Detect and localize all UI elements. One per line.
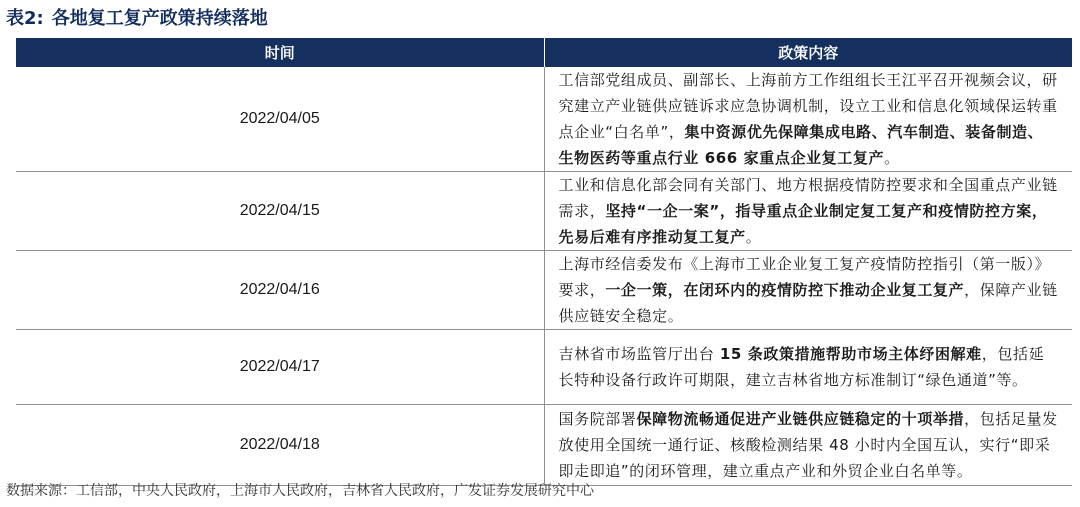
content-segment-bold: 保障物流畅通促进产业链供应链稳定的十项举措 (636, 410, 965, 428)
row-content (544, 251, 1072, 330)
row-content (544, 330, 1072, 405)
content-segment: ，包括足量发放使用全国统一通行证、核酸检测结果 48 小时内全国互认，实行“即采即走即追”的闭环管理，建立重点产业和外贸企业白名单等。 (558, 410, 1058, 480)
content-segment-bold: 一企一策，在闭环内的疫情防控下推动企业复工复产 (605, 281, 965, 299)
header-time: 时间 (16, 38, 544, 67)
row-content (544, 172, 1072, 251)
content-segment: 上海市经信委发布《上海市工业企业复工复产疫情防控指引（第一版）》要求， (558, 255, 1051, 299)
content-segment: 工业和信息化部会同有关部门、地方根据疫情防控要求和全国重点产业链需求， (558, 176, 1058, 220)
table-row (16, 405, 1072, 486)
policy-table (16, 38, 1072, 486)
row-date: 2022/04/05 (16, 67, 544, 172)
table-number: 表2: (6, 8, 44, 29)
table-row (16, 172, 1072, 251)
header-row (16, 38, 1072, 67)
data-source-note: 数据来源：工信部，中央人民政府，上海市人民政府，吉林省人民政府，广发证券发展研究中心 (6, 483, 594, 499)
content-segment: 。 (884, 149, 900, 167)
row-date: 2022/04/17 (16, 330, 544, 405)
table-row (16, 330, 1072, 405)
row-date: 2022/04/16 (16, 251, 544, 330)
table-title-text: 各地复工复产政策持续落地 (51, 8, 268, 29)
content-segment: 工信部党组成员、副部长、上海前方工作组组长王江平召开视频会议，研究建立产业链供应链诉求应急协调机制，设立工业和信息化领域保运转重点企业“白名单”， (558, 71, 1058, 141)
content-segment: 吉林省市场监管厅出台 (558, 345, 720, 363)
header-policy-content: 政策内容 (544, 38, 1072, 67)
content-segment: 。 (745, 228, 762, 246)
content-segment-bold: 坚持“一企一案”，指导重点企业制定复工复产和疫情防控方案，先易后难有序推动复工复产 (558, 202, 1048, 246)
table-title (6, 4, 268, 34)
content-segment-bold: 集中资源优先保障集成电路、汽车制造、装备制造、生物医药等重点行业 666 家重点企业复工复产 (558, 123, 1044, 167)
row-content (544, 67, 1072, 172)
row-content (544, 405, 1072, 486)
table-row (16, 251, 1072, 330)
table-row (16, 67, 1072, 172)
content-segment-bold: 15 条政策措施帮助市场主体纾困解难 (719, 345, 982, 363)
content-segment: ，包括延长特种设备行政许可期限，建立吉林省地方标准制订“绿色通道”等。 (558, 345, 1045, 389)
row-date: 2022/04/18 (16, 405, 544, 486)
row-date: 2022/04/15 (16, 172, 544, 251)
content-segment: ，保障产业链供应链安全稳定。 (558, 281, 1058, 325)
content-segment: 国务院部署 (558, 410, 637, 428)
